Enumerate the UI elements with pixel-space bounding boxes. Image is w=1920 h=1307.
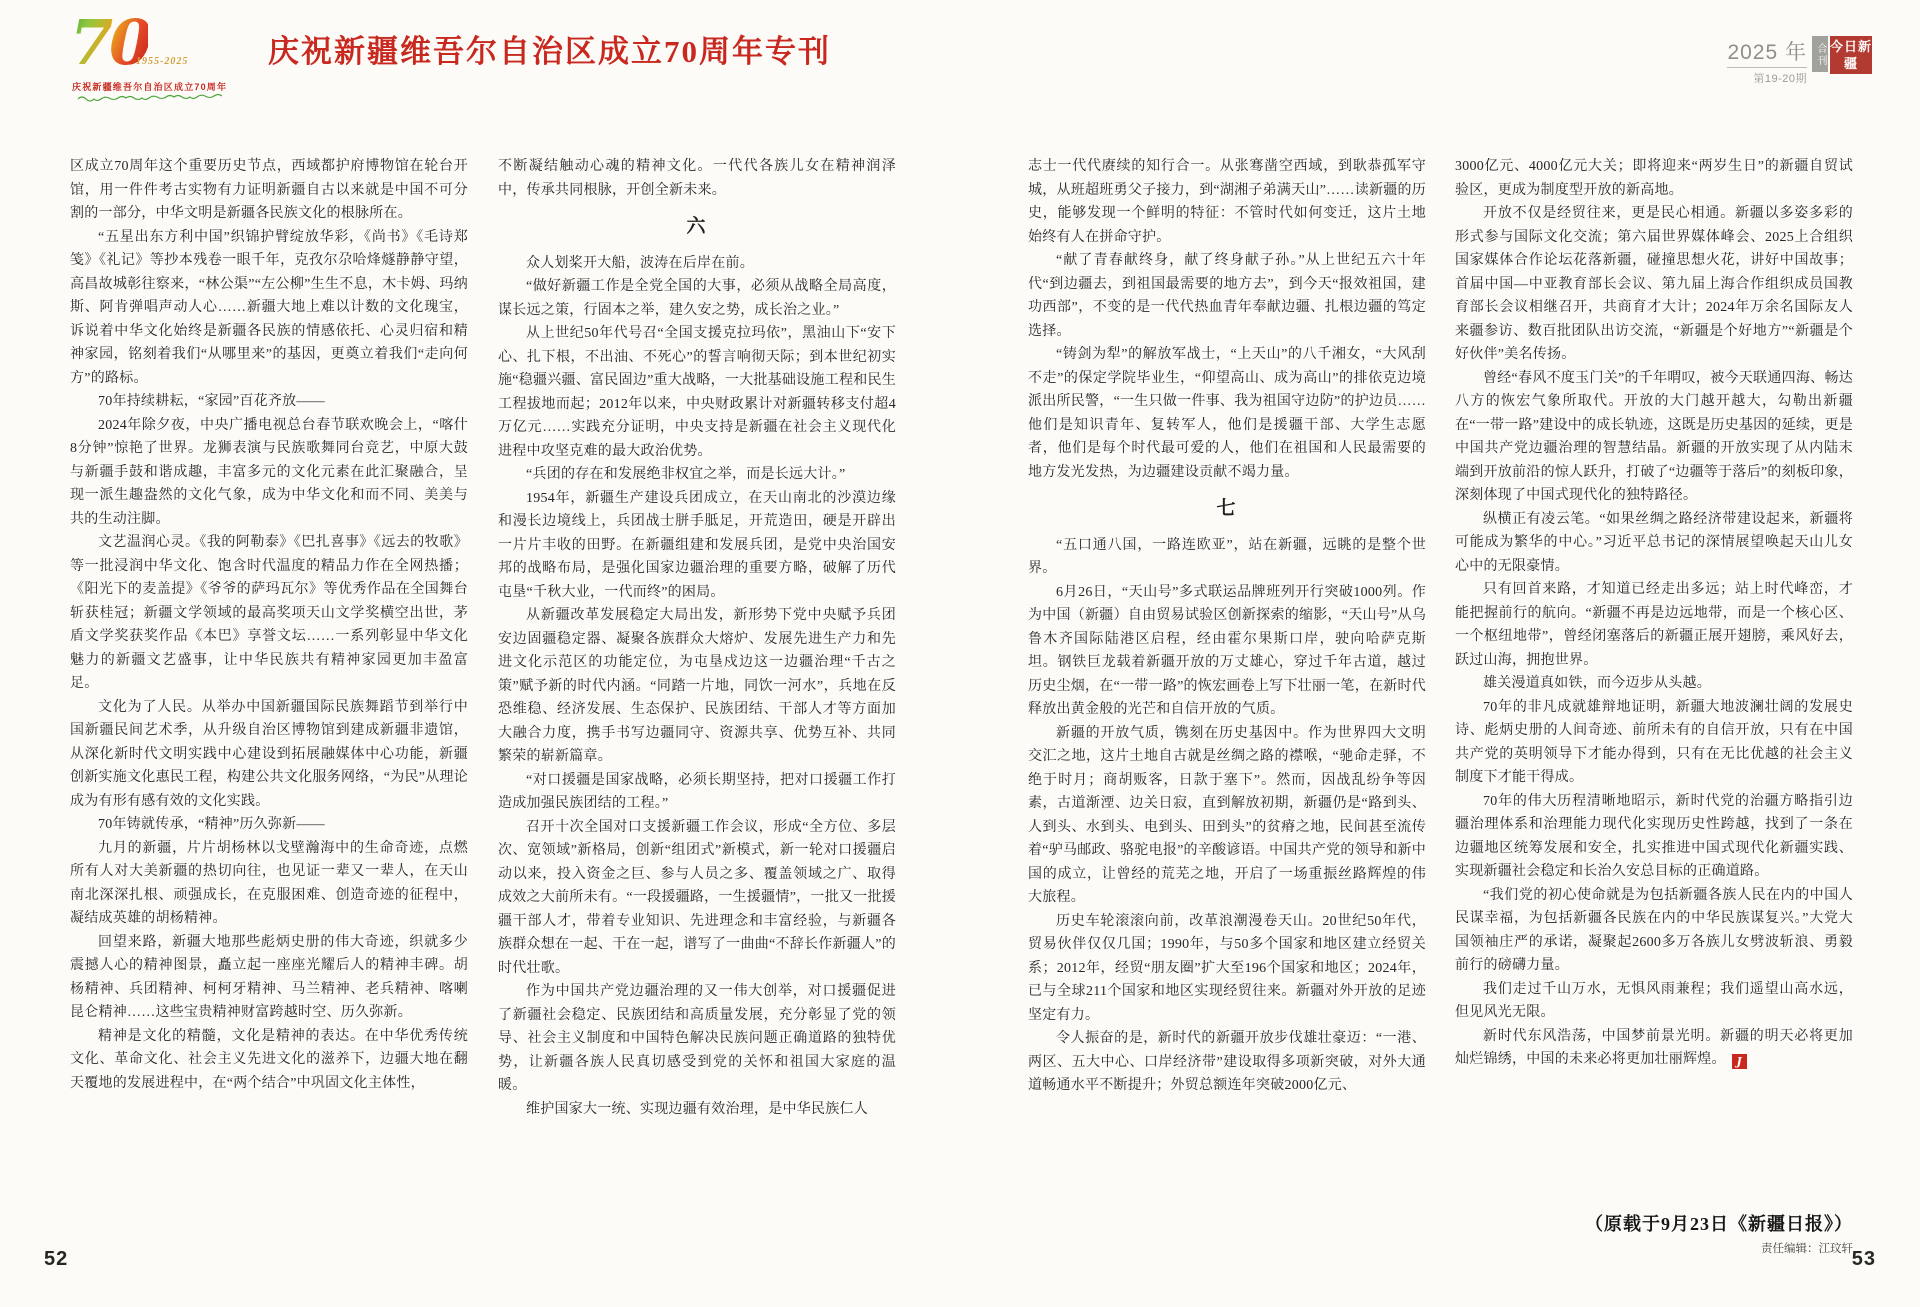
logo-caption: 庆祝新疆维吾尔自治区成立70周年 <box>72 82 228 92</box>
section-heading: 七 <box>1216 498 1238 519</box>
logo-70-number: 70 <box>70 6 149 79</box>
paragraph: 文化为了人民。从举办中国新疆国际民族舞蹈节到举行中国新疆民间艺术季，从升级自治区博物馆到建成新疆非遗馆，从深化新时代文明实践中心建设到拓展融媒体中心功能，新疆创新实施文化惠民工程，构建公共文化服务网络，“为民”从理论成为有形有感有效的文化实践。 <box>70 699 468 809</box>
paragraph: 70年的伟大历程清晰地昭示，新时代党的治疆方略指引边疆治理体系和治理能力现代化实现历史性跨越，找到了一条在边疆地区统筹发展和安全，扎实推进中国式现代化新疆实践、实现新疆社会稳定和长治久安总目标的正确道路。 <box>1455 793 1853 879</box>
paragraph: 2024年除夕夜，中央广播电视总台春节联欢晚会上，“喀什8分钟”惊艳了世界。龙狮表演与民族歌舞同台竞艺，中原大鼓与新疆手鼓和谐成趣，丰富多元的文化元素在此汇聚融合，呈现一派生趣盎然的文化气象，成为中华文化和而不同、美美与共的生动注脚。 <box>70 417 468 527</box>
article-column-2 <box>498 155 896 1249</box>
paragraph: “做好新疆工作是全党全国的大事，必须从战略全局高度，谋长远之策，行固本之举，建久安之势，成长治之业。” <box>498 279 896 318</box>
section-heading: 六 <box>686 216 708 237</box>
paragraph: 精神是文化的精髓，文化是精神的表达。在中华优秀传统文化、革命文化、社会主义先进文化的滋养下，边疆大地在翻天覆地的发展进程中，在“两个结合”中巩固文化主体性， <box>70 1028 468 1091</box>
article-column-3 <box>1028 155 1426 1249</box>
paragraph: 70年铸就传承，“精神”历久弥新—— <box>98 817 325 832</box>
uyghur-script-decoration <box>76 94 236 102</box>
paragraph: 我们走过千山万水，无惧风雨兼程；我们遥望山高水远，但见风光无限。 <box>1455 981 1853 1020</box>
paragraph: 区成立70周年这个重要历史节点，西域都护府博物馆在轮台开馆，用一件件考古实物有力证明新疆自古以来就是中国不可分割的一部分，中华文明是新疆各民族文化的根脉所在。 <box>70 159 468 221</box>
paragraph: 新时代东风浩荡，中国梦前景光明。新疆的明天必将更加灿烂锦绣，中国的未来必将更加壮丽辉煌。 J <box>1455 1028 1853 1068</box>
paragraph: 从新疆改革发展稳定大局出发，新形势下党中央赋予兵团安边固疆稳定器、凝聚各族群众大熔炉、发展先进生产力和先进文化示范区的功能定位，为屯垦戍边这一边疆治理“千古之策”赋予新的时代内涵。“同踏一片地，同饮一河水”，兵地在反恐维稳、经济发展、生态保护、民族团结、干部人才等方面加大融合力度，携手书写边疆同守、资源共享、优势互补、共同繁荣的崭新篇章。 <box>498 608 896 764</box>
source-attribution: （原载于9月23日《新疆日报》） <box>1585 1214 1853 1234</box>
paragraph: 历史车轮滚滚向前，改革浪潮漫卷天山。20世纪50年代，贸易伙伴仅仅几国；1990年，与50多个国家和地区建立经贸关系；2012年，经贸“朋友圈”扩大至196个国家和地区；2024年，已与全球211个国家和地区实现经贸往来。新疆对外开放的足迹坚定有力。 <box>1028 913 1426 1023</box>
logo-years: 1955-2025 <box>136 56 189 67</box>
page-number-left: 52 <box>44 1248 69 1270</box>
issue-dates <box>1727 36 1807 86</box>
special-issue-title: 庆祝新疆维吾尔自治区成立70周年专刊 <box>268 34 831 69</box>
editor-credit: 责任编辑：江玟轩 <box>1761 1243 1853 1255</box>
issue-number: 第19-20期 <box>1753 73 1807 85</box>
article-end-icon: J <box>1732 1054 1747 1069</box>
paragraph: 70年的非凡成就雄辩地证明，新疆大地波澜壮阔的发展史诗、彪炳史册的人间奇迹、前所未有的自信开放，只有在中国共产党的英明领导下才能办得到，只有在无比优越的社会主义制度下才能干得成。 <box>1455 699 1853 785</box>
paragraph: “兵团的存在和发展绝非权宜之举，而是长远大计。” <box>526 467 846 482</box>
paragraph: “我们党的初心使命就是为包括新疆各族人民在内的中国人民谋幸福，为包括新疆各民族在内的中华民族谋复兴。”大党大国领袖庄严的承诺，凝聚起2600多万各族儿女劈波斩浪、勇毅前行的磅礴力量。 <box>1455 887 1853 973</box>
paragraph: 文艺温润心灵。《我的阿勒泰》《巴扎喜事》《远去的牧歌》等一批浸润中华文化、饱含时代温度的精品力作在全网热播；《阳光下的麦盖提》《爷爷的萨玛瓦尔》等优秀作品在全国舞台斩获桂冠；新疆文学领域的最高奖项天山文学奖横空出世，茅盾文学奖获奖作品《本巴》享誉文坛……一系列彰显中华文化魅力的新疆文艺盛事，让中华民族共有精神家园更加丰盈富足。 <box>70 535 468 691</box>
article-column-4 <box>1455 155 1853 1249</box>
paragraph: “对口援疆是国家战略，必须长期坚持，把对口援疆工作打造成加强民族团结的工程。” <box>498 772 896 811</box>
paragraph: 召开十次全国对口支援新疆工作会议，形成“全方位、多层次、宽领域”新格局，创新“组团式”新模式，新一轮对口援疆启动以来，投入资金之巨、参与人员之多、覆盖领域之广、取得成效之大前所未有。“一段援疆路，一生援疆情”，一批又一批援疆干部人才，带着专业知识、先进理念和丰富经验，与新疆各族群众想在一起、干在一起，谱写了一曲曲“不辞长作新疆人”的时代壮歌。 <box>498 819 896 976</box>
paragraph: 雄关漫道真如铁，而今迈步从头越。 <box>1483 676 1711 691</box>
paragraph: 1954年，新疆生产建设兵团成立，在天山南北的沙漠边缘和漫长边境线上，兵团战士胼手胝足，开荒造田，硬是开辟出一片片丰收的田野。在新疆组建和发展兵团，是党中央治国安邦的战略布局，是强化国家边疆治理的重要方略，破解了历代屯垦“千秋大业，一代而终”的困局。 <box>498 490 896 600</box>
paragraph: 不断凝结触动心魂的精神文化。一代代各族儿女在精神润泽中，传承共同根脉，开创全新未来。 <box>498 159 896 198</box>
paragraph: “五星出东方利中国”织锦护臂绽放华彩，《尚书》《毛诗郑笺》《礼记》等抄本残卷一眼千年，克孜尔尕哈烽燧静静守望，高昌故城彰往察来，“林公渠”“左公柳”生生不息，木卡姆、玛纳斯、阿肯弹唱声动人心……新疆大地上难以计数的文化瑰宝，诉说着中华文化始终是新疆各民族的情感依托、心灵归宿和精神家园，铭刻着我们“从哪里来”的基因，更奠立着我们“走向何方”的路标。 <box>70 229 468 386</box>
paragraph: 作为中国共产党边疆治理的又一伟大创举，对口援疆促进了新疆社会稳定、民族团结和高质量发展，充分彰显了党的领导、社会主义制度和中国特色解决民族问题正确道路的独特优势，让新疆各族人民真切感受到党的关怀和祖国大家庭的温暖。 <box>498 984 896 1093</box>
page-number-right: 53 <box>1851 1248 1876 1270</box>
issue-year: 2025 年 <box>1727 36 1807 68</box>
paragraph: 曾经“春风不度玉门关”的千年喟叹，被今天联通四海、畅达八方的恢宏气象所取代。开放的大门越开越大，勾勒出新疆在“一带一路”建设中的成长轨迹，这既是历史基因的延续，更是中国共产党边疆治理的智慧结晶。新疆的开放实现了从内陆末端到开放前沿的惊人跃升，打破了“边疆等于落后”的刻板印象，深刻体现了中国式现代化的独特路径。 <box>1455 370 1853 503</box>
paragraph: 维护国家大一统、实现边疆有效治理，是中华民族仁人 <box>526 1101 868 1117</box>
paragraph: 纵横正有凌云笔。“如果丝绸之路经济带建设起来，新疆将可能成为繁华的中心。”习近平总书记的深情展望唤起天山儿女心中的无限豪情。 <box>1455 511 1853 574</box>
paragraph: 只有回首来路，才知道已经走出多远；站上时代峰峦，才能把握前行的航向。“新疆不再是边远地带，而是一个核心区、一个枢纽地带”，曾经闭塞落后的新疆正展开翅膀，乘风好去，跃过山海，拥抱世界。 <box>1455 582 1853 668</box>
paragraph: 九月的新疆，片片胡杨林以戈壁瀚海中的生命奇迹，点燃所有人对大美新疆的热切向往，也见证一辈又一辈人，在天山南北深深扎根、顽强成长，在克服困难、创造奇迹的征程中，凝结成英雄的胡杨精神。 <box>70 840 468 926</box>
paragraph: “铸剑为犁”的解放军战士，“上天山”的八千湘女，“大风刮不走”的保定学院毕业生，“仰望高山、成为高山”的排依克边境派出所民警，“一生只做一件事、我为祖国守边防”的护边员……他们是知识青年、复转军人，他们是援疆干部、大学生志愿者，他们是每个时代最可爱的人，他们在祖国和人民最需要的地方发光发热，为边疆建设贡献不竭力量。 <box>1028 347 1426 480</box>
paragraph: 从上世纪50年代号召“全国支援克拉玛依”，黑油山下“安下心、扎下根，不出油、不死心”的誓言响彻天际；到本世纪初实施“稳疆兴疆、富民固边”重大战略，一大批基础设施工程和民生工程拔地而起；2012年以来，中央财政累计对新疆转移支付超4万亿元……实践充分证明，中央支持是新疆在社会主义现代化进程中攻坚克难的最大政治优势。 <box>498 326 896 459</box>
paragraph: 回望来路，新疆大地那些彪炳史册的伟大奇迹，织就多少震撼人心的精神图景，矗立起一座座光耀后人的精神丰碑。胡杨精神、兵团精神、柯柯牙精神、马兰精神、老兵精神、喀喇昆仑精神……这些宝贵精神财富跨越时空、历久弥新。 <box>70 934 468 1020</box>
issue-info <box>1727 36 1872 86</box>
paragraph: 70年持续耕耘，“家园”百花齐放—— <box>98 394 325 409</box>
paragraph: 3000亿元、4000亿元大关；即将迎来“两岁生日”的新疆自贸试验区，更成为制度型开放的新高地。 <box>1455 159 1853 198</box>
anniversary-logo <box>70 6 260 106</box>
article-column-1 <box>70 155 468 1249</box>
paragraph: “献了青春献终身，献了终身献子孙。”从上世纪五六十年代“到边疆去，到祖国最需要的地方去”，到今天“报效祖国，建功西部”，不变的是一代代热血青年奉献边疆、扎根边疆的笃定选择。 <box>1028 253 1426 339</box>
paragraph: 新疆的开放气质，镌刻在历史基因中。作为世界四大文明交汇之地，这片土地自古就是丝绸之路的襟喉，“驰命走驿，不绝于时月；商胡贩客，日款于塞下”。然而，因战乱纷争等因素，古道渐湮、边关日寂，直到解放初期，新疆仍是“路到头、人到头、水到头、电到头、田到头”的贫瘠之地，民间甚至流传着“驴马邮政、骆驼电报”的辛酸谚语。中国共产党的领导和新中国的成立，让曾经的荒芜之地，开启了一场重振丝路辉煌的伟大旅程。 <box>1028 725 1426 905</box>
magazine-name-badge: 今日新疆 <box>1830 36 1872 74</box>
paragraph: 6月26日，“天山号”多式联运品牌班列开行突破1000列。作为中国（新疆）自由贸易试验区创新探索的缩影，“天山号”从乌鲁木齐国际陆港区启程，经由霍尔果斯口岸，驶向哈萨克斯坦。钢铁巨龙载着新疆开放的万丈雄心，穿过千年古道，越过历史尘烟，在“一带一路”的恢宏画卷上写下壮丽一笔，在新时代释放出黄金般的光芒和自信开放的气质。 <box>1028 584 1426 717</box>
paragraph: 志士一代代赓续的知行合一。从张骞凿空西域，到耿恭孤军守城，从班超班勇父子接力，到“湖湘子弟满天山”……读新疆的历史，能够发现一个鲜明的特征：不管时代如何变迁，这片土地始终有人在拼命守护。 <box>1028 159 1426 245</box>
paragraph: 令人振奋的是，新时代的新疆开放步伐雄壮豪迈：“一港、两区、五大中心、口岸经济带”建设取得多项新突破，对外大通道畅通水平不断提升；外贸总额连年突破2000亿元、 <box>1028 1031 1426 1093</box>
paragraph: 开放不仅是经贸往来，更是民心相通。新疆以多姿多彩的形式参与国际文化交流；第六届世界媒体峰会、2025上合组织国家媒体合作论坛花落新疆，碰撞思想火花，讲好中国故事；首届中国—中亚教育部长会议、第九届上海合作组织成员国教育部长会议相继召开，共商育才大计；2024年万余名国际友人来疆参访、数百批团队出访交流，“新疆是个好地方”“新疆是个好伙伴”美名传扬。 <box>1455 206 1853 362</box>
paragraph: “五口通八国，一路连欧亚”，站在新疆，远眺的是整个世界。 <box>1028 537 1426 576</box>
paragraph: 众人划桨开大船，波涛在后岸在前。 <box>526 255 754 271</box>
combined-issue-badge: 合刊 <box>1812 36 1828 72</box>
